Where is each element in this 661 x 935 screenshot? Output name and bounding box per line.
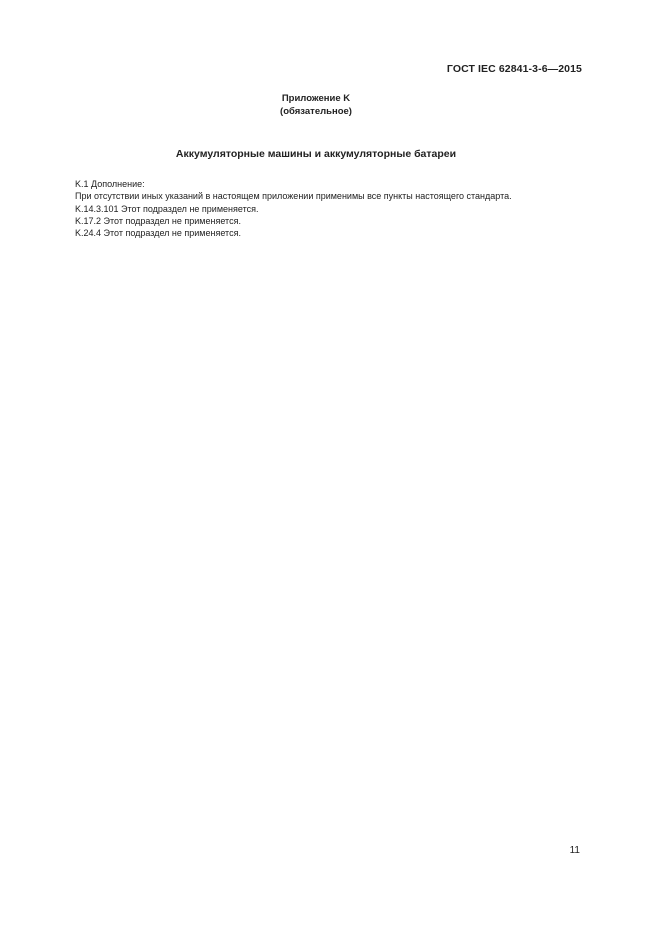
body-line: K.14.3.101 Этот подраздел не применяется.	[75, 203, 259, 214]
body-line: K.1 Дополнение:	[75, 179, 145, 189]
body-text	[75, 178, 595, 239]
body-line: K.24.4 Этот подраздел не применяется.	[75, 228, 241, 239]
body-line: K.17.2 Этот подраздел не применяется.	[75, 215, 241, 226]
annex-status: (обязательное)	[280, 106, 352, 117]
annex-title: Приложение K	[281, 93, 351, 104]
document-code: ГОСТ IEC 62841-3-6—2015	[446, 63, 582, 75]
page-number: 11	[569, 845, 580, 856]
body-line: При отсутствии иных указаний в настоящем приложении применимы все пункты настоящего стандарта.	[75, 191, 512, 202]
annex-title-block	[0, 92, 632, 118]
section-heading: Аккумуляторные машины и аккумуляторные батареи	[175, 148, 457, 160]
